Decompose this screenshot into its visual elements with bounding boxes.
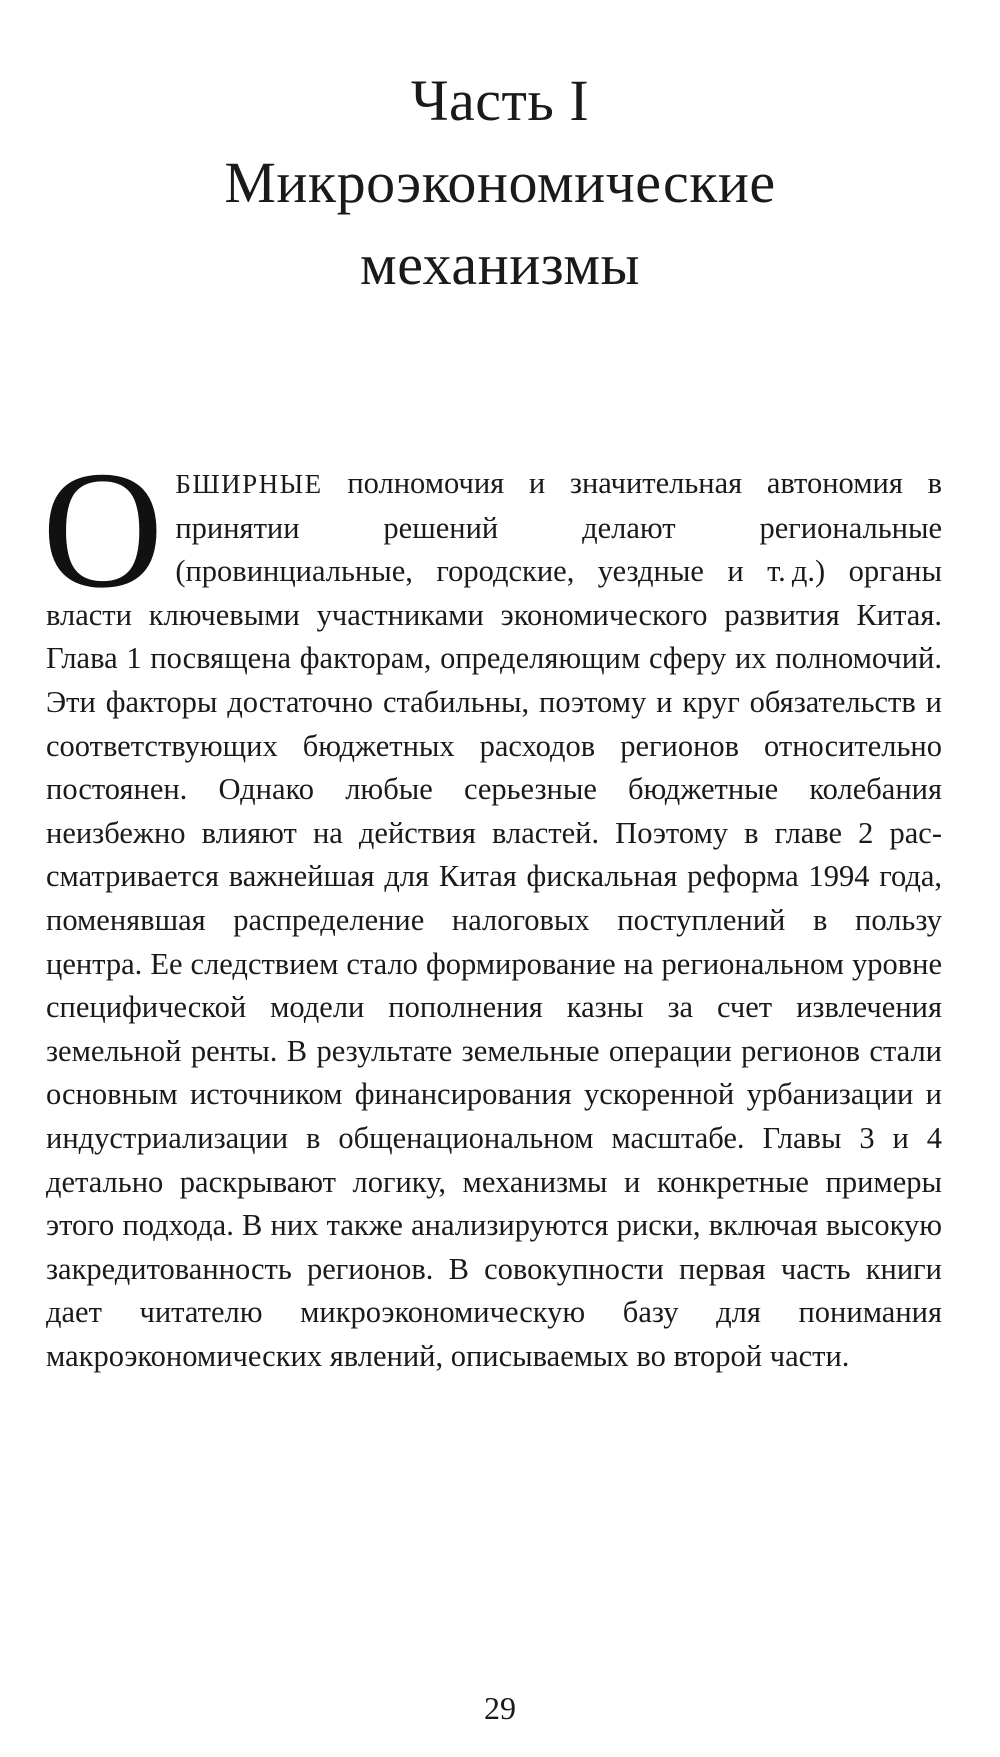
part-title-line-1: Микроэкономические xyxy=(224,150,776,215)
part-title xyxy=(0,60,1000,306)
part-number: Часть I xyxy=(410,68,590,133)
intro-paragraph xyxy=(42,437,942,1378)
part-title-line-2: механизмы xyxy=(360,232,640,297)
page-number: 29 xyxy=(484,1690,516,1726)
lead-in-word: БШИРНЫЕ xyxy=(175,469,323,499)
paragraph-text: полномочия и значительная автономия в принятии решений делают региональные (провинциальные, городские, уездные и т. д.) органы власти ключевыми участниками экономического развития Китая. Глава 1 посвящена факторам, определяющим сферу их полномочий. Эти факторы достаточно стабильны, поэтому и круг обязательств и соответствующих бюджетных расходов регионов относительно постоянен. Однако любые серьезные бюджетные колебания неизбежно влияют на действия властей. Поэтому в главе 2 рассматривается важнейшая для Китая фискальная реформа 1994 года, поменявшая распределение налоговых поступлений в пользу центра. Ее следствием стало формирование на региональном уровне специфической модели пополнения казны за счет извлечения земельной ренты. В результате земельные операции регионов стали основным источником финансирования ускоренной урбанизации и индустриализации в общенациональном масштабе. Главы 3 и 4 детально раскрывают логику, механизмы и конкретные примеры этого подхода. В них также анализируются риски, включая высокую закредитованность регионов. В совокупности первая часть книги дает читателю микроэкономическую базу для понимания макроэкономических явлений, описываемых во второй части. xyxy=(46,466,942,1373)
drop-cap: О xyxy=(42,437,164,623)
